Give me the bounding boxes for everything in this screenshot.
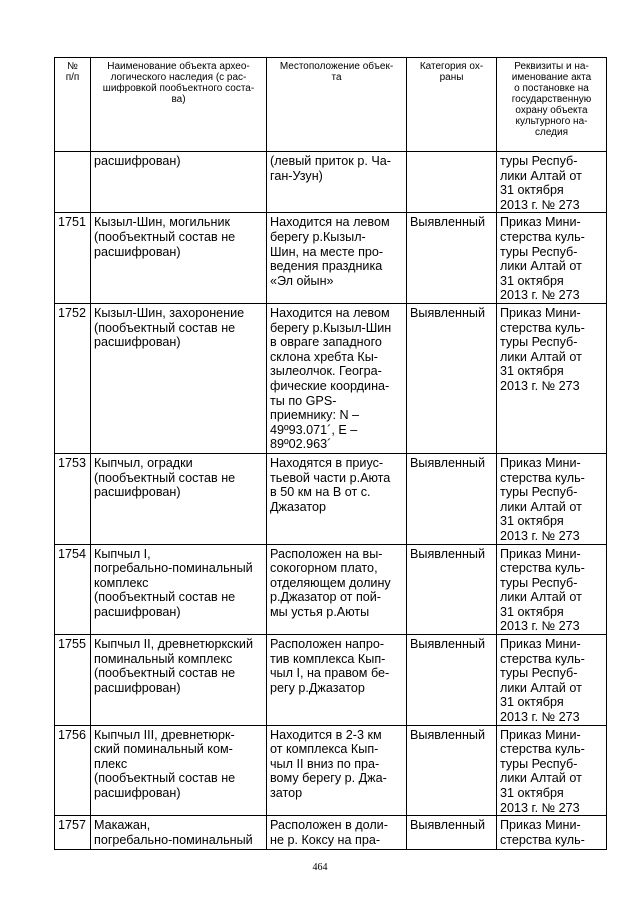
row-num: 1753 — [55, 453, 91, 544]
table-header-row — [55, 58, 607, 152]
row-location: (левый приток р. Ча- ган-Узун) — [267, 152, 407, 213]
row-name: Кыпчыл II, древнетюркский поминальный комплекс (пообъектный состав не расшифрован) — [91, 635, 267, 726]
row-name: Кыпчыл III, древнетюрк- ский поминальный ком- плекс (пообъектный состав не расшифрован) — [91, 725, 267, 816]
row-category: Выявленный — [407, 816, 497, 850]
header-name: Наименование объекта архео- логического наследия (с рас- шифровкой пообъектного соста- ва) — [91, 58, 267, 152]
row-category: Выявленный — [407, 303, 497, 453]
table-row — [55, 725, 607, 816]
table-row — [55, 213, 607, 304]
row-num: 1752 — [55, 303, 91, 453]
row-requisites: туры Респуб- лики Алтай от 31 октября 2013 г. № 273 — [497, 152, 607, 213]
row-requisites: Приказ Мини- стерства куль- туры Респуб- лики Алтай от 31 октября 2013 г. № 273 — [497, 725, 607, 816]
row-requisites: Приказ Мини- стерства куль- туры Респуб- лики Алтай от 31 октября 2013 г. № 273 — [497, 453, 607, 544]
row-name: Кызыл-Шин, могильник (пообъектный состав не расшифрован) — [91, 213, 267, 304]
table-row — [55, 303, 607, 453]
row-location: Находится на левом берегу р.Кызыл-Шин в овраге западного склона хребта Кы- зылеолчок. Геогра- фические координа- ты по GPS- приемнику: N – 49º93.071´, E – 89º02.963´ — [267, 303, 407, 453]
row-num: 1756 — [55, 725, 91, 816]
row-num: 1757 — [55, 816, 91, 850]
row-location: Находится на левом берегу р.Кызыл- Шин, на месте про- ведения праздника «Эл ойын» — [267, 213, 407, 304]
table-row — [55, 635, 607, 726]
row-num — [55, 152, 91, 213]
row-requisites: Приказ Мини- стерства куль- — [497, 816, 607, 850]
header-category: Категория ох- раны — [407, 58, 497, 152]
header-requisites: Реквизиты и на- именование акта о постановке на государственную охрану объекта культурного на- следия — [497, 58, 607, 152]
row-name: Кыпчыл, оградки (пообъектный состав не расшифрован) — [91, 453, 267, 544]
table-row — [55, 152, 607, 213]
row-name: расшифрован) — [91, 152, 267, 213]
header-num: № п/п — [55, 58, 91, 152]
row-requisites: Приказ Мини- стерства куль- туры Респуб- лики Алтай от 31 октября 2013 г. № 273 — [497, 213, 607, 304]
row-category: Выявленный — [407, 725, 497, 816]
row-name: Кыпчыл I, погребально-поминальный комплекс (пообъектный состав не расшифрован) — [91, 544, 267, 635]
row-num: 1751 — [55, 213, 91, 304]
row-category: Выявленный — [407, 213, 497, 304]
row-requisites: Приказ Мини- стерства куль- туры Респуб- лики Алтай от 31 октября 2013 г. № 273 — [497, 635, 607, 726]
row-category — [407, 152, 497, 213]
row-location: Расположен на вы- сокогорном плато, отделяющем долину р.Джазатор от пой- мы устья р.Аюты — [267, 544, 407, 635]
row-category: Выявленный — [407, 453, 497, 544]
row-name: Макажан, погребально-поминальный — [91, 816, 267, 850]
row-category: Выявленный — [407, 635, 497, 726]
row-num: 1755 — [55, 635, 91, 726]
row-name: Кызыл-Шин, захоронение (пообъектный состав не расшифрован) — [91, 303, 267, 453]
table-row — [55, 544, 607, 635]
row-category: Выявленный — [407, 544, 497, 635]
row-location: Находятся в приус- тьевой части р.Аюта в 50 км на В от с. Джазатор — [267, 453, 407, 544]
table-row — [55, 816, 607, 850]
page-number: 464 — [312, 862, 328, 873]
heritage-register-table — [54, 57, 607, 850]
header-location: Местоположение объек- та — [267, 58, 407, 152]
row-num: 1754 — [55, 544, 91, 635]
row-requisites: Приказ Мини- стерства куль- туры Респуб- лики Алтай от 31 октября 2013 г. № 273 — [497, 303, 607, 453]
row-location: Находится в 2-3 км от комплекса Кып- чыл II вниз по пра- вому берегу р. Джа- затор — [267, 725, 407, 816]
row-location: Расположен напро- тив комплекса Кып- чыл I, на правом бе- регу р.Джазатор — [267, 635, 407, 726]
table-row — [55, 453, 607, 544]
row-requisites: Приказ Мини- стерства куль- туры Респуб- лики Алтай от 31 октября 2013 г. № 273 — [497, 544, 607, 635]
row-location: Расположен в доли- не р. Коксу на пра- — [267, 816, 407, 850]
